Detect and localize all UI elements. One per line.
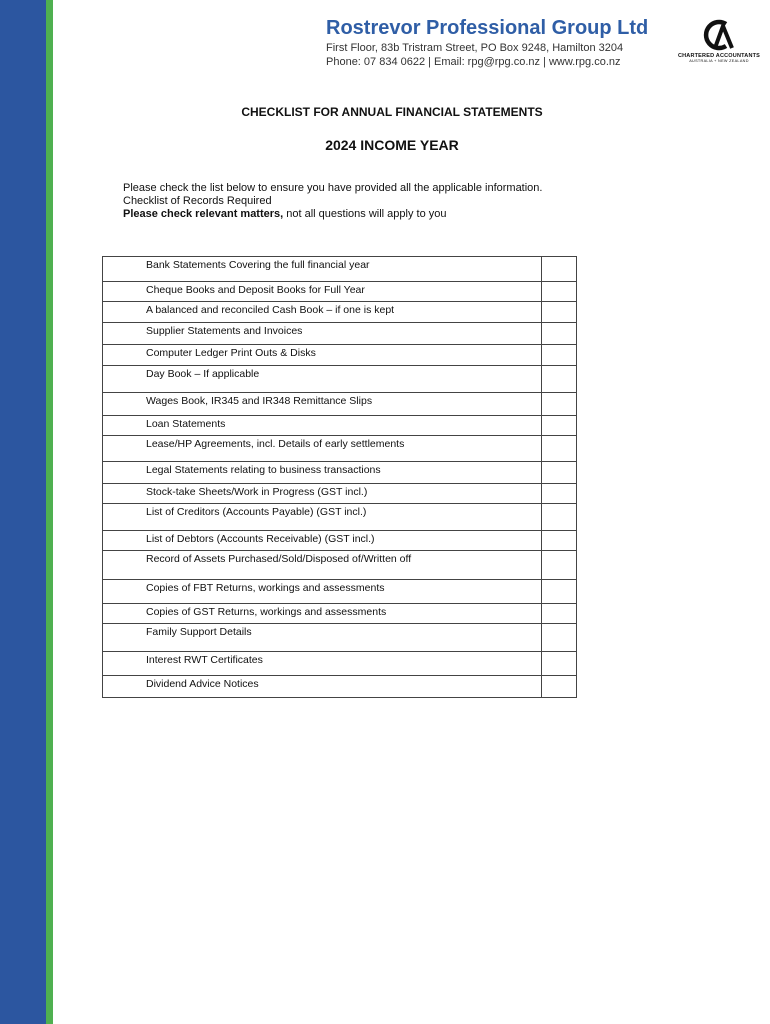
checklist-item-label: Dividend Advice Notices: [103, 676, 542, 698]
checklist-checkbox-cell[interactable]: [542, 393, 577, 416]
checklist-checkbox-cell[interactable]: [542, 531, 577, 551]
intro-rest: not all questions will apply to you: [283, 208, 447, 220]
checklist-row: [103, 676, 577, 698]
checklist-checkbox-cell[interactable]: [542, 323, 577, 345]
company-name: Rostrevor Professional Group Ltd: [326, 17, 649, 39]
company-address: First Floor, 83b Tristram Street, PO Box 9248, Hamilton 3204: [326, 42, 624, 54]
checklist-checkbox-cell[interactable]: [542, 416, 577, 436]
checklist-checkbox-cell[interactable]: [542, 676, 577, 698]
checklist-checkbox-cell[interactable]: [542, 652, 577, 676]
checklist-checkbox-cell[interactable]: [542, 551, 577, 580]
checklist-checkbox-cell[interactable]: [542, 604, 577, 624]
left-blue-bar: [0, 0, 46, 1024]
checklist-checkbox-cell[interactable]: [542, 257, 577, 282]
checklist-item-label: Lease/HP Agreements, incl. Details of early settlements: [103, 436, 542, 462]
checklist-row: [103, 393, 577, 416]
checklist-checkbox-cell[interactable]: [542, 624, 577, 652]
document-title: CHECKLIST FOR ANNUAL FINANCIAL STATEMENTS: [241, 105, 543, 119]
intro-bold: Please check relevant matters,: [123, 208, 284, 220]
left-green-bar: [46, 0, 53, 1024]
ca-logo-icon: [702, 18, 736, 52]
checklist-row: [103, 257, 577, 282]
checklist-item-label: Interest RWT Certificates: [103, 652, 542, 676]
checklist-item-label: Stock-take Sheets/Work in Progress (GST incl.): [103, 484, 542, 504]
checklist-checkbox-cell[interactable]: [542, 504, 577, 531]
checklist-checkbox-cell[interactable]: [542, 484, 577, 504]
checklist-row: [103, 551, 577, 580]
checklist-item-label: Day Book – If applicable: [103, 366, 542, 393]
intro-line-2: Checklist of Records Required: [123, 195, 272, 207]
checklist-item-label: Loan Statements: [103, 416, 542, 436]
checklist-checkbox-cell[interactable]: [542, 366, 577, 393]
intro-line-3: [123, 208, 542, 221]
checklist-row: [103, 504, 577, 531]
logo-text-line1: CHARTERED ACCOUNTANTS: [677, 53, 761, 59]
checklist-item-label: Family Support Details: [103, 624, 542, 652]
checklist-checkbox-cell[interactable]: [542, 282, 577, 302]
checklist-checkbox-cell[interactable]: [542, 302, 577, 323]
checklist-row: [103, 462, 577, 484]
checklist-row: [103, 323, 577, 345]
company-contact: Phone: 07 834 0622 | Email: rpg@rpg.co.nz | www.rpg.co.nz: [326, 56, 621, 68]
ca-logo: [676, 18, 762, 76]
checklist-item-label: Copies of FBT Returns, workings and assessments: [103, 580, 542, 604]
checklist-row: [103, 484, 577, 504]
checklist-row: [103, 624, 577, 652]
checklist-table: [102, 256, 577, 698]
checklist-checkbox-cell[interactable]: [542, 580, 577, 604]
checklist-item-label: List of Debtors (Accounts Receivable) (GST incl.): [103, 531, 542, 551]
checklist-item-label: Legal Statements relating to business transactions: [103, 462, 542, 484]
intro-line-1: Please check the list below to ensure you have provided all the applicable information.: [123, 182, 543, 194]
checklist-row: [103, 652, 577, 676]
checklist-item-label: List of Creditors (Accounts Payable) (GST incl.): [103, 504, 542, 531]
checklist-row: [103, 580, 577, 604]
checklist-item-label: Copies of GST Returns, workings and assessments: [103, 604, 542, 624]
logo-text-line2: AUSTRALIA + NEW ZEALAND: [689, 59, 749, 63]
checklist-checkbox-cell[interactable]: [542, 436, 577, 462]
checklist-row: [103, 345, 577, 366]
checklist-item-label: Cheque Books and Deposit Books for Full Year: [103, 282, 542, 302]
checklist-row: [103, 531, 577, 551]
checklist-item-label: Record of Assets Purchased/Sold/Disposed of/Written off: [103, 551, 542, 580]
checklist-row: [103, 604, 577, 624]
checklist-checkbox-cell[interactable]: [542, 345, 577, 366]
checklist-row: [103, 282, 577, 302]
intro-text: [123, 182, 542, 221]
checklist-checkbox-cell[interactable]: [542, 462, 577, 484]
checklist-item-label: Bank Statements Covering the full financial year: [103, 257, 542, 282]
checklist-item-label: A balanced and reconciled Cash Book – if one is kept: [103, 302, 542, 323]
checklist-row: [103, 416, 577, 436]
checklist-item-label: Supplier Statements and Invoices: [103, 323, 542, 345]
checklist-row: [103, 302, 577, 323]
income-year: 2024 INCOME YEAR: [325, 137, 459, 153]
checklist-item-label: Wages Book, IR345 and IR348 Remittance Slips: [103, 393, 542, 416]
checklist-row: [103, 436, 577, 462]
checklist-row: [103, 366, 577, 393]
checklist-item-label: Computer Ledger Print Outs & Disks: [103, 345, 542, 366]
